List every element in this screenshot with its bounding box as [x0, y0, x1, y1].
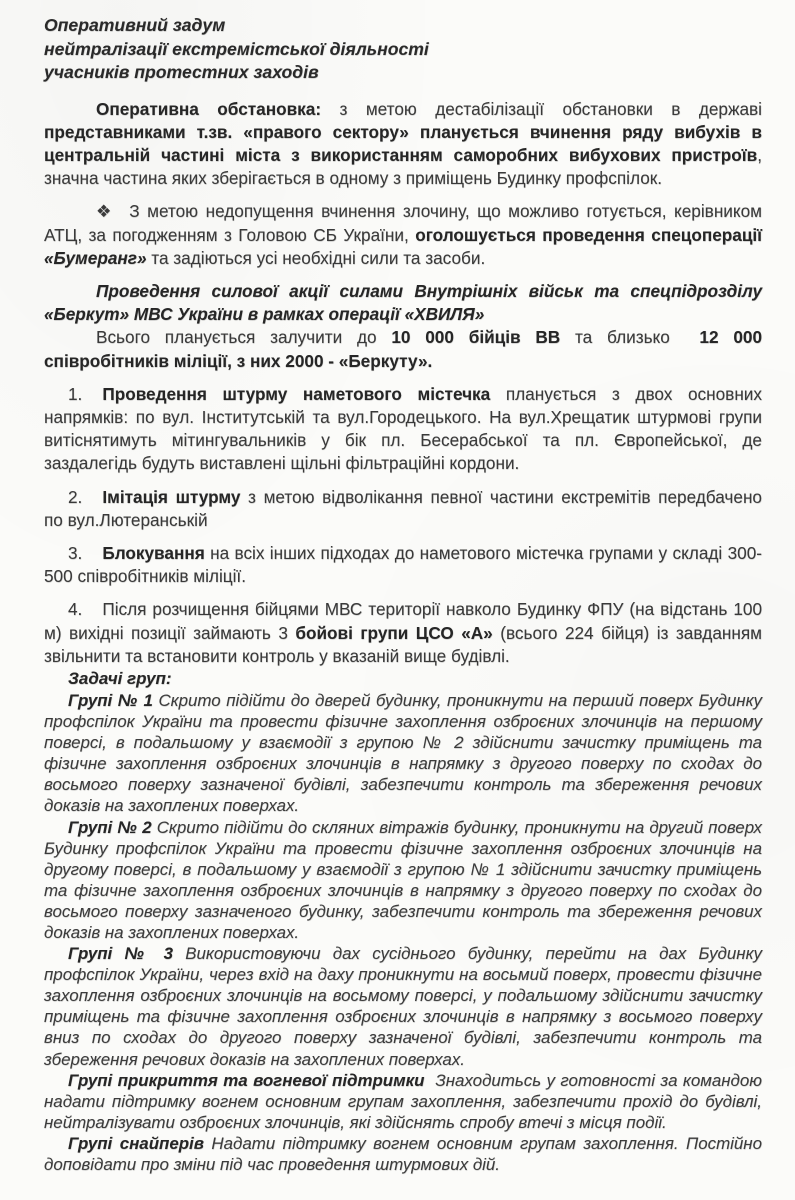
- diamond-bullet-icon: ❖: [96, 201, 115, 222]
- text-run: Після розчищення бійцями МВС території навколо Будинку ФПУ (на відстань 100 м) вихідні позиції займають 3: [44, 599, 762, 643]
- text-run: оголошується проведення спецоперації: [415, 224, 762, 245]
- item-number: 3.: [68, 542, 83, 563]
- list-item-3-blocking: [44, 542, 762, 588]
- text-run: та задіються усі необхідні сили та засоби.: [146, 247, 486, 268]
- para-cover-group: [44, 1070, 762, 1133]
- para-sniper-group: [44, 1133, 762, 1175]
- text-run: Надати підтримку вогнем основним групам захоплення. Постійно доповідати про зміни під час проведення штурмових дій.: [44, 1133, 762, 1175]
- text-run: (всього 224 бійця) із завданням звільнити та встановити контроль у вказаній вище будівлі.: [44, 622, 762, 666]
- text-run: 10 000 бійців ВВ: [391, 327, 561, 348]
- text-run: Групі № 2: [68, 817, 152, 837]
- text-run: Проведення силової акції силами Внутрішніх військ та спецпідрозділу «Беркут» МВС України в рамках операції «ХВИЛЯ»: [44, 280, 762, 325]
- text-run: 12 000 співробітників міліції, з них 2000 - «Беркуту».: [44, 327, 763, 371]
- text-run: з метою дестабілізації обстановки в державі: [339, 98, 762, 119]
- list-item-4-cso-groups: [44, 598, 762, 668]
- para-group-3: [44, 943, 762, 1070]
- text-run: Групі № 3: [68, 944, 173, 964]
- text-run: Знаходитьсь у готовності за командою надати підтримку вогнем основним групам захоплення, забезпечити прохід до будівлі, нейтралізувати озброєних злочинців, які здійснять спробу втечі з місця події.: [44, 1070, 762, 1132]
- text-run: Оперативна обстановка:: [96, 98, 340, 119]
- item-number: 4.: [68, 599, 83, 620]
- text-run: Використовуючи дах сусіднього будинку, перейти на дах Будинку профспілок України, через вхід на даху проникнути на восьмий поверх, провести фізичне захоплення озброєних злочинців на восьмому поверсі, у подальшому здійснити зачистку приміщень та фізичне захоплення озброєних злочинців в напрямку з восьмого поверху вниз по сходах до другого поверху зазначеної будівлі, забезпечити контроль та збереження речових доказів на захоплених поверхах.: [44, 944, 762, 1069]
- para-boomerang-operation: [44, 200, 762, 270]
- text-run: «Бумеранг»: [44, 247, 147, 268]
- para-forces-numbers: [44, 326, 762, 372]
- list-item-1-assault: [44, 383, 762, 476]
- text-run: представниками т.зв. «правого сектору» планується вчинення ряду вибухів в центральній частині міста з використанням саморобних вибухових пристроїв: [44, 121, 762, 165]
- title-line: нейтралізації екстремістської діяльності: [44, 38, 429, 59]
- text-run: Скрито підійти до дверей будинку, проникнути на перший поверх Будинку профспілок України та провести фізичне захоплення озброєних злочинців на першому поверсі, в подальшому у взаємодії з групою № 2 здійснити зачистку приміщень та фізичне захоплення озброєних злочинців в напрямку з другого поверху по сходах до восьмого поверху зазначеної будівлі, забезпечити контроль та збереження речових доказів на захоплених поверхах.: [44, 690, 763, 816]
- tasks-heading: Задачі груп:: [68, 668, 172, 688]
- para-group-2: [44, 817, 762, 944]
- document-title: [44, 14, 762, 85]
- text-run: Блокування: [102, 542, 205, 563]
- text-run: Імітація штурму: [102, 486, 241, 507]
- text-run: , значна частина яких зберігається в одному з приміщень Будинку профспілок.: [44, 144, 762, 189]
- text-run: Групі прикриття та вогневої підтримки: [68, 1070, 425, 1090]
- text-run: Групі № 1: [68, 690, 153, 710]
- item-number: 1.: [68, 383, 83, 404]
- para-operation-wave-heading: [44, 280, 762, 326]
- text-run: Всього планується залучити до: [96, 327, 392, 348]
- text-run: Проведення штурму наметового містечка: [102, 383, 491, 404]
- text-run: та близько: [560, 327, 700, 348]
- text-run: З метою недопущення вчинення злочину, що можливо готується, керівником АТЦ, за погодженням з Головою СБ України,: [44, 201, 762, 245]
- para-group-1: [44, 690, 762, 817]
- text-run: бойові групи ЦСО «А»: [295, 622, 493, 643]
- title-line: учасників протестних заходів: [44, 62, 319, 82]
- item-number: 2.: [68, 486, 83, 507]
- text-run: Скрито підійти до скляних вітражів будинку, проникнути на другий поверх Будинку профспілок України та провести фізичне захоплення озброєних злочинців на другому поверсі, в подальшому у взаємодії з групою № 1 здійснити зачистку приміщень та фізичне захоплення озброєних злочинців в напрямку з другого поверху по сходах до восьмого поверху зазначеного будинку, забезпечити контроль та збереження речових доказів на захоплених поверхах.: [44, 817, 762, 942]
- text-run: планується з двох основних напрямків: по вул. Інститутській та вул.Городецького. На вул.Хрещатик штурмові групи витіснятимуть мітингувальників у бік пл. Бесерабської та пл. Європейської, де заздалегідь будуть виставлені щільні фільтраційні кордони.: [44, 383, 762, 474]
- list-item-2-imitation: [44, 486, 762, 532]
- text-run: на всіх інших підходах до наметового містечка групами у складі 300-500 співробітників міліції.: [44, 542, 762, 587]
- text-run: Групі снайперів: [68, 1133, 204, 1153]
- para-operational-situation: [44, 98, 762, 191]
- text-run: з метою відволікання певної частини екстремітів передбачено по вул.Лютеранській: [44, 486, 762, 530]
- title-line: Оперативний задум: [44, 15, 226, 35]
